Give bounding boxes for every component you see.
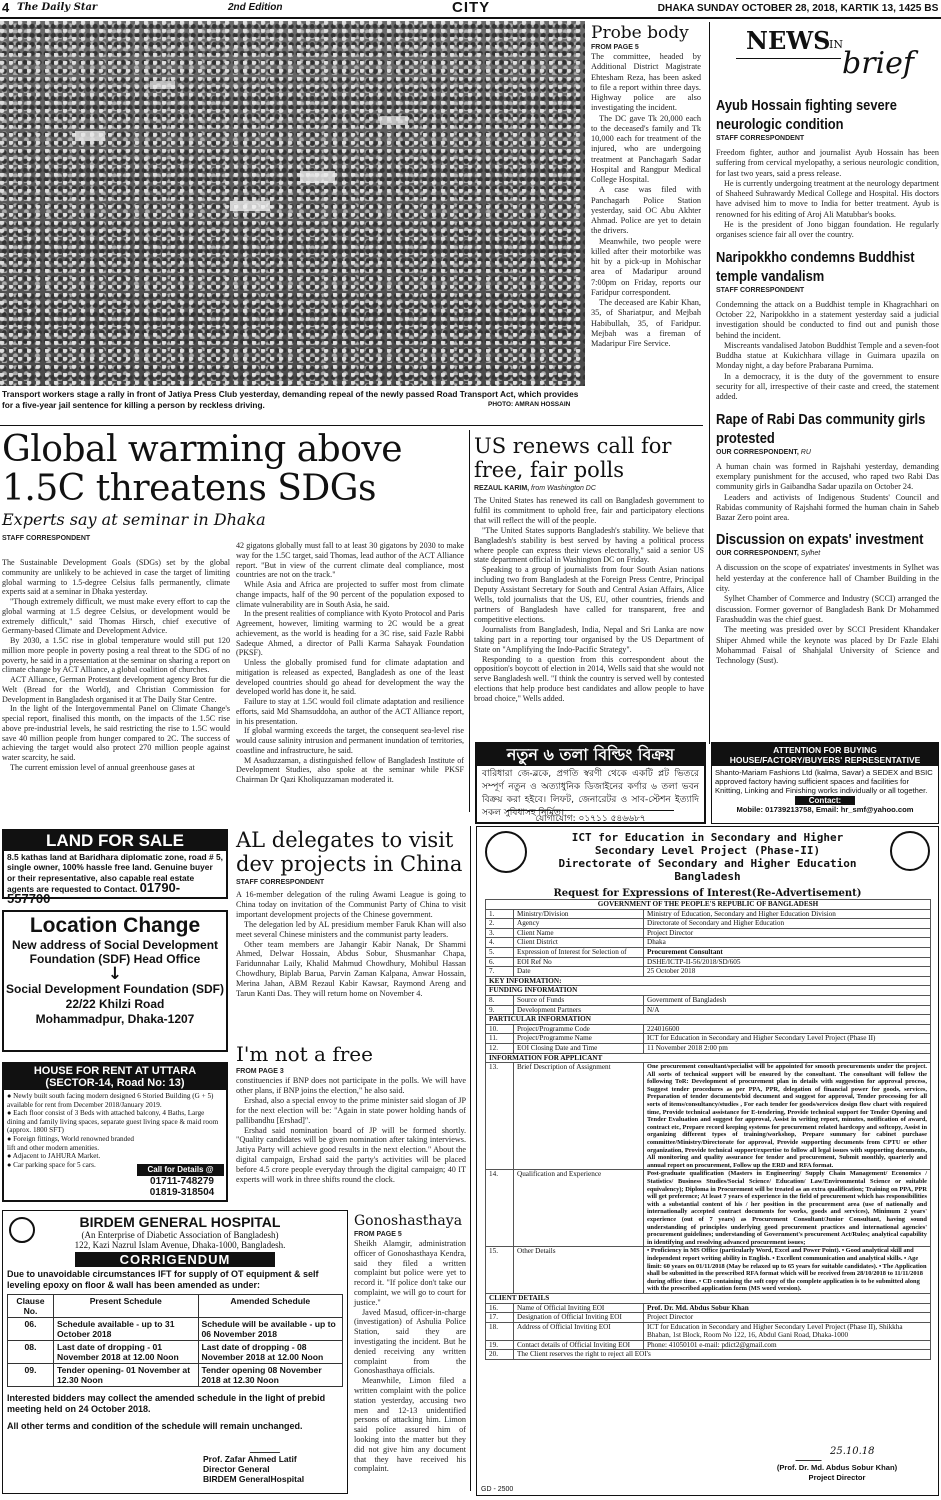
byline [474,485,704,492]
cell: 11 November 2018 2:00 pm [644,1043,931,1053]
ad-line: New address of Social Development Foundation (SDF) Head Office [11,938,219,966]
list-item-text: Car parking space for 5 cars. [13,1160,96,1169]
ad-title-line: HOUSE FOR RENT AT UTTARA [33,1065,197,1077]
cell: 12. [486,1043,514,1053]
cell: EOI Ref No [514,957,644,967]
paragraph: Unless the globally promised fund for climate adaptation and mitigation is released as expected, Bangladesh as one of the least developed countries should go ahead for development the way the developed world has done it, he said. [236,658,464,697]
cell: Designation of Official Inviting EOI [514,1313,644,1323]
paragraph: Sylhet Chamber of Commerce and Industry (SCCI) arranged the discussion. Former governor of Bangladesh Bank Dr Mohammed Farashuddin was the chief guest. [716,594,939,624]
ad-body [4,851,226,906]
hospital-address: 122, Kazi Nazrul Islam Avenue, Dhaka-1000, Bangladesh. [74,1240,286,1250]
table-row [486,1053,931,1063]
list-item-text: Each floor consist of 3 Beds with attached balcony, 4 Baths, Large dining and family living spaces, separate guest living space & maid room (approx. 1800 SFT) [7,1109,219,1135]
section-header: KEY INFORMATION: [486,976,931,986]
cell: Dhaka [644,938,931,948]
ad-line: Mohammadpur, Dhaka-1207 [35,1012,195,1026]
probe-body-story [591,23,701,423]
table-row [486,976,931,986]
eoi-table [485,899,931,1360]
corrigendum-note: All other terms and condition of the schedule will remain unchanged. [7,1421,303,1431]
headline [236,828,466,876]
headline: Gonoshasthaya [354,1213,463,1229]
paragraph: Journalists from Bangladesh, India, Nepal and Sri Lanka are now taking part in a reporting tour organised by the US Department of State on "Amplifying the Indo-Pacific Strategy". [474,624,704,654]
cell: DSHE/ICTP-II-56/2018/SD/605 [644,957,931,967]
cell: Directorate of Secondary and Higher Education [644,919,931,929]
table-row [486,909,931,919]
factory-ad [711,742,939,824]
paragraph: Sheikh Alamgir, administration officer of Gonoshasthaya Kendra, said they filed a written complaint but police were yet to record it. "If police don't take our complaint, we will go to court for justice." [354,1239,466,1307]
cell: Brief Description of Assignment [514,1063,644,1170]
cell: Post-graduate qualification (Masters in Engineering/ Supply Chain Management/ Economics / Statistics/ Business Studies/Social Science/ Education/ Law/Environmental Science or suitable equivalency); Diploma in Procurement will be treated as an extra qualification; Training on PPA, PPR will get preference; At least 7 years of experience in the field of procurement which has responsibilities with a substantial content of his / her position in the procurement area (use of nationally and internationally accepted contract documents for works, goods and services), Minimum 2 years' experience (out of 7 years) as Procurement Consultant/Junior Consultant, having sound understanding of principles underlying good procurement practices and international agencies' procurement guidelines; understanding of Government's procurement Act/Rules; analytical capability in identifying and resolving advanced procurement issues; [644,1170,931,1247]
signatory-title: Project Director [808,1472,866,1482]
headline: Probe body [591,23,689,43]
cell: Project/Programme Name [514,1034,644,1044]
birdem-corrigendum-ad [2,1210,348,1494]
paragraph: Ershad, also a special envoy to the prime minister said slogan of JP for the next election will be: "Again in state power holding hands of pallibandhu [Ershad]". [236,1095,466,1125]
cell: N/A [644,1005,931,1015]
ad-contact-label: Contact: [795,796,855,805]
table-row [486,919,931,929]
headline-line: AL delegates to visit [236,828,454,852]
ad-body: বারিধারা জে-ব্লকে, প্রগতি স্বরণী থেকে একটি প্লট ভিতরে সম্পূর্ণ নতুন ও অত্যাধুনিক ডিজাইনের কর্ণার ৬ তলা ভবন বিক্রয় করা হইবে। লিফট, জেনারেটর ও সাব-স্টেশন ইত্যাদি সকল সুবিধাসহ নির্মিত। [482,769,699,818]
cell: Phone: 41050101 e-mail: pdict2@gmail.com [644,1340,931,1350]
column-header: Clause No. [8,1295,54,1318]
paragraph: Ershad said nomination board of JP will be formed shortly. "Quality candidates will be given nomination after taking interviews. Jatiya Party will achieve good results in the next election." About the digital campaign, Ershad said the party's activities will be placed before 4.5 crore people everyday through the digital campaign; 40 IT experts will work in three shifts round the clock. [236,1125,466,1185]
dateline: DHAKA SUNDAY OCTOBER 28, 2018, KARTIK 13, 1425 BS [657,2,938,14]
byline [716,550,939,557]
not-free-story [236,1043,466,1208]
table-row [486,1005,931,1015]
cell: Address of Official Inviting EOI [514,1322,644,1340]
phone-number: 01711-748279 [150,1176,214,1187]
paragraph: The United States has renewed its call on Bangladesh government to fulfil its commitment to uphold free, fair and participatory elections that will reflect the will of the people. [474,496,704,525]
ict-heading [477,827,938,883]
cell: • Proficiency in MS Office (particularly Word, Excel and Power Point). • Good analytical skill and independent report writing ability in English. • Excellent communication and analytical skills. • Age limit: 60 years on 01/11/2018 (May be relaxed up to 65 years for suitable candidates). • The Application shall be submitted in the prescribed RFA format which will be received from 28/10/2018 to 11/11/2018 during office time. • CD containing the soft copy of the complete application is to be submitted along with the prescribed application form (MS word version). [644,1247,931,1294]
body-text [236,890,466,999]
cell: Qualification and Experience [514,1170,644,1247]
table-row [486,1063,931,1170]
paragraph: "Though extremely difficult, we must make every effort to cap the global warming at 1.5 degree Celsius, or development would be extremely difficult," said Thomas Hirsch, chief executive of Germany-based Climate and Development Advice. [2,597,230,636]
nib-item [716,96,939,241]
cell: 17. [486,1313,514,1323]
headline-line: 1.5C threatens SDGs [2,468,377,509]
paragraph: The Sustainable Development Goals (SDGs) set by the global community are unlikely to be achieved in case the target of limiting global warming to 1.5-degree Celsius falls permanently, climate experts said at a seminar in Dhaka yesterday. [2,558,230,597]
cell: 16. [486,1303,514,1313]
ad-body-text: 8.5 kathas land at Baridhara diplomatic zone, road # 5, single owner, 100% hassle free land. Genuine buyer or their representative, also capable real estate agents are requested to Contact. [7,852,223,894]
nib-headline: Rape of Rabi Das community girls protested [716,410,926,447]
byline [716,449,939,456]
call-label: Call for Details @ [147,1165,214,1174]
cell: The Client reserves the right to reject all EOI's [514,1350,931,1360]
cell: 3. [486,928,514,938]
paragraph: In the present realities of compliance with Kyoto Protocol and Paris Agreement, however, limiting warming to 2C would be a great achievement, as the world is heading for a 3C rise, said Fazle Rabbi Sadeque Ahmed, a director of Palli Karma Sahayak Foundation (PKSF). [236,609,464,658]
list-item: ● Foreign fittings, World renowned branded lift and other modern amenities. [7,1134,134,1152]
ict-heading-line: Directorate of Secondary and Higher Education [558,857,857,870]
table-row [486,967,931,977]
cell: 25 October 2018 [644,967,931,977]
cell: 18. [486,1322,514,1340]
byline-place: RU [800,448,811,456]
paragraph: Javed Masud, officer-in-charge (investigation) of Ashulia Police Station, said they are investigating the incident. But he denied receiving any written complaint from the Gonoshasthaya officials. [354,1307,466,1376]
cell: Tender opening 08 November 2018 at 12.30 Noon [198,1364,343,1387]
cell: Name of Official Inviting EOI [514,1303,644,1313]
paragraph: Miscreants vandalised Jatobon Buddhist Temple and a seven-foot Buddha statue at Kukichhara village in Guimara upazila on Monday night, a day before Prabarana Purnima. [716,340,939,371]
cell: Prof. Dr. Md. Abdus Sobur Khan [644,1303,931,1313]
headline-line: free, fair polls [474,458,625,482]
body-text [716,300,939,403]
table-row [486,938,931,948]
section-header: INFORMATION FOR APPLICANT [486,1053,931,1063]
body-text [474,496,704,704]
nib-title-in: IN [829,38,843,51]
location-change-ad [2,910,228,1052]
ad-phone: 01790-557700 [7,879,181,907]
paragraph: Condemning the attack on a Buddhist temple in Khagrachhari on October 22, Naripokkho in a statement yesterday said a judicial investigation should be conducted to find out and punish those behind the incident. [716,299,939,340]
signatory [203,1454,304,1484]
headline [474,434,704,482]
cell: Client District [514,938,644,948]
cell: 7. [486,967,514,977]
headline-line: US renews call for [474,434,672,458]
nib-item [716,248,939,403]
phone-number: 01819-318504 [149,1187,215,1198]
ict-heading-line: Bangladesh [674,870,741,883]
table-row [486,995,931,1005]
subheadline: Experts say at seminar in Dhaka [2,510,266,529]
table-row [486,1024,931,1034]
news-in-brief [716,22,939,742]
table-row [8,1341,343,1364]
body-col-1 [2,558,230,773]
ad-contact: যোগাযোগ: ০১৭১১ ৫৪৬৬৮৭ [507,810,674,826]
column-rule [469,430,470,812]
rally-photo [0,21,585,386]
global-warming-story [2,430,464,810]
ict-eoi-ad [476,826,939,1496]
body-text [354,1239,466,1474]
signatory [747,1463,927,1482]
section-header: GOVERNMENT OF THE PEOPLE'S REPUBLIC OF BANGLADESH [486,900,931,910]
cell: EOI Closing Date and Time [514,1043,644,1053]
column-rule [470,826,471,1491]
cell: 09. [8,1364,54,1387]
cell: 9. [486,1005,514,1015]
paragraph: Responding to a question from this correspondent about the opposition's boycott of election in 2014, Wells said that she would not serve Bangladesh well. "I think the country is served well by contested elections that help produce best candidates and allow people to have broad choice," Wells added. [474,654,704,704]
rfe-title: Request for Expressions of Interest(Re-Advertisement) [553,888,862,899]
gonoshasthaya-story [354,1212,466,1492]
paragraph: A case was filed with Panchagarh Police Station yesterday, said OC Abu Akhter Ahmad. Police are yet to detain the drivers. [591,185,701,236]
masthead-logo: The Daily Star [17,2,98,13]
corrigendum-intro: Due to unavoidable circumstances IFT for supply of OT equipment & self leveling epoxy on floor & wall has been amended as under: [7,1269,319,1290]
list-item-text: Newly built south facing modern designed 6 Storied Building (G + 5) available for rent from December 2018/January 2019. [7,1092,214,1109]
ad-title-line: HOUSE/FACTORY/BUYERS' REPRESENTATIVE [729,755,921,765]
column-header: Amended Schedule [198,1295,343,1318]
paragraph: Speaking to a group of journalists from four South Asian nations including two from Bangladesh at the Foreign Press Centre, Principal Deputy Assistant Secretary for South and Central Asian Affairs, Alice Wells, told journalists that the US, EU, other countries, friends and partners of Bangladesh have called for transparent, free and competitive elections. [474,565,704,624]
ict-heading-line: Secondary Level Project (Phase-II) [594,844,821,857]
ad-title [712,743,938,766]
ad-line: 22/22 Khilzi Road [65,997,165,1011]
cell: Agency [514,919,644,929]
table-row [8,1318,343,1341]
ad-body: Shanto-Mariam Fashions Ltd (kalma, Savar) a SEDEX and BSIC approved factory having sufficient spaces and facilities for Knitting, Linking and Finishing works individually or all together. [715,768,933,795]
page-header [0,0,941,18]
rent-features [4,1090,226,1169]
ad-contact: Mobile: 01739213758, Email: hr_smf@yahoo.com [736,805,914,814]
corrigendum-note: Interested bidders may collect the amended schedule in the light of prebid meeting held on 24 October 2018. [7,1393,326,1414]
table-row [486,947,931,957]
nib-headline: Naripokkho condemns Buddhist temple vandalism [716,248,915,285]
corrigendum-banner: CORRIGENDUM [75,1252,275,1267]
paragraph: In a democracy, it is the duty of the government to ensure security for all, irrespective of their caste and creed, the statement added. [716,371,939,402]
govt-logo [485,831,527,873]
section-header: PARTICULAR INFORMATION [486,1015,931,1025]
list-item-text: Foreign fittings, World renowned branded lift and other modern amenities. [7,1134,134,1152]
cell: 10. [486,1024,514,1034]
cell: 1. [486,909,514,919]
table-row [486,900,931,910]
cell: 06. [8,1318,54,1341]
column-rule [709,22,710,744]
cell: 15. [486,1247,514,1294]
cell: Schedule will be available - up to 06 November 2018 [198,1318,343,1341]
schedule-table [7,1294,343,1387]
paragraph: Meanwhile, two people were killed after their motorbike was hit by a pick-up in Mohischar area of Madaripur around 7:00pm on Friday, reports our Faridpur correspondent. [591,236,701,297]
section-title: CITY [452,0,491,16]
jump-label: FROM PAGE 3 [236,1068,284,1075]
paragraph: He is currently undergoing treatment at the neurology department of Shaheed Suhrawardy Medical College and Hospital. His doctors have advised him to move to India for better treatment. Ayub is renowned for his editing of Aroj Ali Matubbar's books. [716,178,939,219]
paragraph: Leaders and activists of Indigenous Students' Council and Rabidas community of Rajshahi formed the human chain in Saheb Bazar Zero point area. [716,492,939,523]
paragraph: 42 gigatons globally must fall to at least 30 gigatons by 2030 to make way for the 1.5C target, said Thomas, lead author of the ACT Alliance report. "But in view of the current climate deal compliance, most countries are not on the track." [236,541,464,580]
hospital-name: BIRDEM GENERAL HOSPITAL [79,1214,281,1230]
paragraph: "The United States supports Bangladesh's stability. We believe that Bangladesh's stability is best served by having a political process where people can express their views electorally," said a senior US state department official in Washington DC on Friday. [474,525,704,565]
house-rent-ad [2,1062,228,1202]
table-row [486,1313,931,1323]
paragraph: In the light of the Intergovernmental Panel on Climate Change's special report, finalised this month, on the impacts of the 1.5C rise above pre-industrial levels, he said restricting the rise to 1.5C would save 40 million people from hunger compared to 2C. The success of achieving the target would also protect 270 million people against water scarcity, he said. [2,704,230,762]
paragraph: constituencies if BNP does not participate in the polls. We will have other plans, if BNP joins the election," he also said. [236,1076,466,1095]
section-header: CLIENT DETAILS [486,1293,931,1303]
land-sale-ad [2,829,228,907]
headline-line: dev projects in China [236,852,463,876]
jump-label: FROM PAGE 5 [354,1231,402,1238]
signature-date: 25.10.18 [830,1446,875,1457]
signatory-name: (Prof. Dr. Md. Abdus Sobur Khan) [776,1463,898,1472]
cell: Ministry/Division [514,909,644,919]
cell: Client Name [514,928,644,938]
cell: 6. [486,957,514,967]
cell: ICT for Education in Secondary and Higher Secondary Level Project (Phase II) [644,1034,931,1044]
nib-item [716,410,939,524]
photo-caption: Transport workers stage a rally in front of Jatiya Press Club yesterday, demanding repeal of the newly passed Road Transport Act, which provides for a five-year jail sentence for killing a person by reckless driving. [2,389,579,410]
birdem-logo [9,1217,35,1243]
body-text [716,563,939,666]
rent-call-box [137,1164,224,1176]
nib-headline: Discussion on expats' investment [716,531,924,549]
paragraph: A human chain was formed in Rajshahi yesterday, demanding exemplary punishment for the accused, who raped two Rabi Das community girls in Gaibandha Sadar upazila on October 24. [716,461,939,492]
cell: ICT for Education in Secondary and Higher Secondary Level Project (Phase II), Shikkha Bhaban, 1st Block, Room No 122, 16, Abdul Gani Road, Dhaka-1000 [644,1322,931,1340]
byline-name: OUR CORRESPONDENT, [716,550,799,558]
table-row [8,1364,343,1387]
ad-title-line: (SECTOR-14, Road No: 13) [45,1077,185,1089]
table-row [486,957,931,967]
cell: Project Director [644,928,931,938]
cell: Procurement Consultant [644,947,931,957]
list-item: ● Each floor consist of 3 Beds with attached balcony, 4 Baths, Large dining and family living spaces, separate guest living space & maid room (approx. 1800 SFT) [7,1109,219,1135]
paragraph: If global warming exceeds the target, the consequent sea-level rise would cause salinity intrusion and permanent inundation of territories, coastline and infrastructure, he said. [236,726,464,755]
paragraph: While Asia and Africa are projected to suffer most from climate change impacts, half of the 90 percent of the population exposed to climate vulnerability are in South Asia, he said. [236,580,464,609]
cell: 11. [486,1034,514,1044]
table-row [486,986,931,996]
paragraph: The meeting was presided over by SCCI President Khandaker Shiper Ahmed while the keynote was placed by Dr Fazle Elahi Mohammad Faisal of Shahjalal University of Science and Technology (Sust). [716,625,939,666]
cell: Ministry of Education, Secondary and Higher Education Division [644,909,931,919]
cell: 8. [486,995,514,1005]
headline: I'm not a free [236,1042,373,1066]
cell: One procurement consultant/specialist will be appointed for smooth procurements under the project. All sorts of technical support will be ensured by the consultant. The consultant will follow the following ToR: Development of procurement plan in details with suggestion for approval process, Suggest tender procedures as per PPA, PPR, delegation of financial power for goods, services, Preparation of tender documents/bid document and suggest for approval, Tender processing for all sorts of items/consultancy/studies , For each tender for goods/services design flow chart with required time, Provide technical assistance for E-tendering, Provide technical support for Tender Opening and Tender Evaluation and suggest for approval, Assist in writing report, minutes, notification of award, contract etc, Prepare record keeping systems for procurement related hardcopy and softcopy, Assist in organizing different types of training/workshop, Prepare summary for cabinet purchase committee/Ministry/Directorate for approval, Provide supporting documents from CPTU or other organization, Provide technical support/expertise to follow all legal issues with supporting documents, All monitoring and quality assurance for tender and procurement, Submit monthly, quarterly and annual report on procurement, Follow up the ERD and RFA format. [644,1063,931,1170]
cell: Other Details [514,1247,644,1294]
table-row [486,928,931,938]
arrow-down-icon: ↓ [107,964,123,984]
byline: STAFF CORRESPONDENT [716,286,805,294]
byline: STAFF CORRESPONDENT [236,879,325,886]
list-item: ● Newly built south facing modern designed 6 Storied Building (G + 5) available for rent from December 2018/January 2019. [7,1092,214,1109]
nib-headline: Ayub Hossain fighting severe neurologic condition [716,97,897,133]
list-item: ● Adjacent to JAHURA Market. [7,1152,101,1161]
byline-name: OUR CORRESPONDENT, [716,448,799,456]
ad-title: LAND FOR SALE [4,831,226,851]
page-number: 4 [2,0,10,15]
gd-code: GD - 2500 [481,1486,514,1493]
headline [2,430,464,508]
ad-title-line: ATTENTION FOR BUYING [773,745,877,755]
paragraph: By 2030, a 1.5C rise in global temperature would still put 120 million more people in poverty posing a real threat to the SDG of no poverty, he said in a presentation at the seminar on sharing a report on climate change by ACT Alliance, a global coalition of churches. [2,636,230,675]
body-text [591,52,701,349]
dshe-logo [890,831,930,871]
table-row [486,1293,931,1303]
paragraph: Meanwhile, Limon filed a written complaint with the police station yesterday, accusing two men and 12-13 unidentified persons of attacking him. Limon said police assured him of looking into the matter but they did not give him any document that they have received his complaint. [354,1376,466,1474]
byline-place: from Washington DC [531,485,596,492]
photo-credit: PHOTO: AMRAN HOSSAIN [488,401,571,408]
jump-label: FROM PAGE 5 [591,44,639,51]
header-rule [0,17,941,19]
cell: 19. [486,1340,514,1350]
body-text [716,462,939,524]
cell: Last date of dropping - 08 November 2018 at 12.00 Noon [198,1341,343,1364]
table-row [486,1170,931,1247]
table-row [486,1303,931,1313]
signature-image [795,1445,828,1461]
paragraph: He is the president of Jono biggan foundation. He regularly organises science fair all over the country. [716,220,939,240]
table-row [486,1043,931,1053]
cell: Source of Funds [514,995,644,1005]
table-row [486,1322,931,1340]
body-text [236,1076,466,1185]
cell: Government of Bangladesh [644,995,931,1005]
signatory-name: Prof. Zafar Ahmed Latif [203,1454,297,1464]
cell: Date [514,967,644,977]
cell: 4. [486,938,514,948]
cell: Project Director [644,1313,931,1323]
ad-title [4,1064,226,1090]
headline-line: Global warming above [2,429,403,470]
table-header-row [8,1295,343,1318]
paragraph: The delegation led by AL presidium member Faruk Khan will also meet several Chinese ministers and the communist party leaders. [236,919,466,939]
paragraph: Freedom fighter, author and journalist Ayub Hossain has been suffering from cervical myelopathy, a serious neurologic condition, for last two years, said a press release. [716,148,939,178]
us-polls-story [474,434,704,744]
byline-place: Sylhet [800,550,821,558]
cell: 2. [486,919,514,929]
signature-image [250,1435,287,1453]
ad-line: Social Development Foundation (SDF) [5,982,224,996]
nib-title [716,22,939,90]
paragraph: A discussion on the scope of expatriates' investments in Sylhet was held yesterday at the conference hall of Chamber Building in the city. [716,563,939,594]
edition-label: 2nd Edition [228,2,283,13]
paragraph: Other team members are Jahangir Kabir Nanak, Dr Shammi Ahmed, Delwar Hossain, Abdus Sobur, Shusmanhar Chapa, Faridunnahar Laily, Khalid Mahmud Chowdhury, Mohibul Hassan Chowdhury, Biplab Barua, Parvin Zaman Kalpana, Anwar Hossain, Merina Jahan, ABM Rezaul Kabir Kawsar, Raymond Areng and Tarun Kanti Das. They will return home on November 4. [236,939,466,999]
byline: STAFF CORRESPONDENT [2,535,91,542]
cell: Tender opening- 01 November at 12.30 Noon [54,1364,199,1387]
paragraph: The current emission level of annual greenhouse gases at [10,762,195,772]
body-text [716,148,939,241]
cell: Schedule available - up to 31 October 2018 [54,1318,199,1341]
nib-item [716,530,939,666]
paragraph: Failure to stay at 1.5C would foil climate adaptation and resilience efforts, said Md Shamsuddoha, an author of the ACT Alliance report, in his presentation. [236,697,464,726]
building-sale-ad [475,742,706,824]
table-row [486,1015,931,1025]
list-item: ● Car parking space for 5 cars. [7,1160,96,1169]
nib-title-news: NEWS [746,26,831,55]
signatory-title: Director General [203,1464,270,1474]
nib-title-brief: brief [842,46,914,81]
ad-title: Location Change [29,914,201,937]
paragraph: The deceased are Kabir Khan, 35, of Shariatpur, and Mejbah Habibullah, 35, of Faridpur. Mejbah was a fireman of Madaripur Fire Service. [591,298,701,348]
table-row [486,1034,931,1044]
paragraph: A 16-member delegation of the ruling Awami League is going to China today on invitation of the Communist Party of China to visit important development projects of the Chinese government. [236,890,466,919]
cell: 14. [486,1170,514,1247]
cell: 224016600 [644,1024,931,1034]
cell: 13. [486,1063,514,1170]
ict-heading-line: ICT for Education in Secondary and Higher [571,831,844,844]
table-row [486,1340,931,1350]
signatory-org: BIRDEM GeneralHospital [203,1474,305,1484]
column-header: Present Schedule [54,1295,199,1318]
cell: Contact details of Official Inviting EOI [514,1340,644,1350]
table-row [486,1350,931,1360]
cell: 08. [8,1341,54,1364]
cell: Project/Programme Code [514,1024,644,1034]
paragraph: M Asaduzzaman, a distinguished fellow of Bangladesh Institute of Development Studies, also spoke at the seminar while PKSF Chairman Dr Qazi Kholiquzzaman moderated it. [236,755,464,784]
cell: Last date of dropping - 01 November 2018 at 12.00 Noon [54,1341,199,1364]
rent-phones [140,1176,224,1198]
section-rule [0,425,703,426]
cell: Expression of Interest for Selection of [514,947,644,957]
paragraph: ACT Alliance, German Protestant development agency Brot fur die Welt (Bread for the World), and Christian Commission for Development in Bangladesh organised it at The Daily Star Centre. [2,675,230,704]
al-delegates-story [236,828,466,1038]
cell: Development Partners [514,1005,644,1015]
cell: 20. [486,1350,514,1360]
paragraph: The committee, headed by Additional District Magistrate Ehtesham Reza, has been asked to file a report within three days. Highway police are also investigating the incident. [591,52,701,113]
byline-name: REZAUL KARIM, [474,485,530,492]
hospital-sub: (An Enterprise of Diabetic Association of Bangladesh) [81,1230,279,1240]
paragraph: The DC gave Tk 20,000 each to the deceased's family and Tk 10,000 each for treatment of the injured, who are undergoing treatment at Panchagarh Sadar Hospital and Rangpur Medical College Hospital. [591,113,701,184]
body-col-2 [236,541,464,785]
section-header: FUNDING INFORMATION [486,986,931,996]
byline: STAFF CORRESPONDENT [716,135,805,142]
table-row [486,1247,931,1294]
ad-title: নতুন ৬ তলা বিল্ডিং বিক্রয় [477,744,704,766]
list-item-text: Adjacent to JAHURA Market. [12,1152,101,1161]
cell: 5. [486,947,514,957]
